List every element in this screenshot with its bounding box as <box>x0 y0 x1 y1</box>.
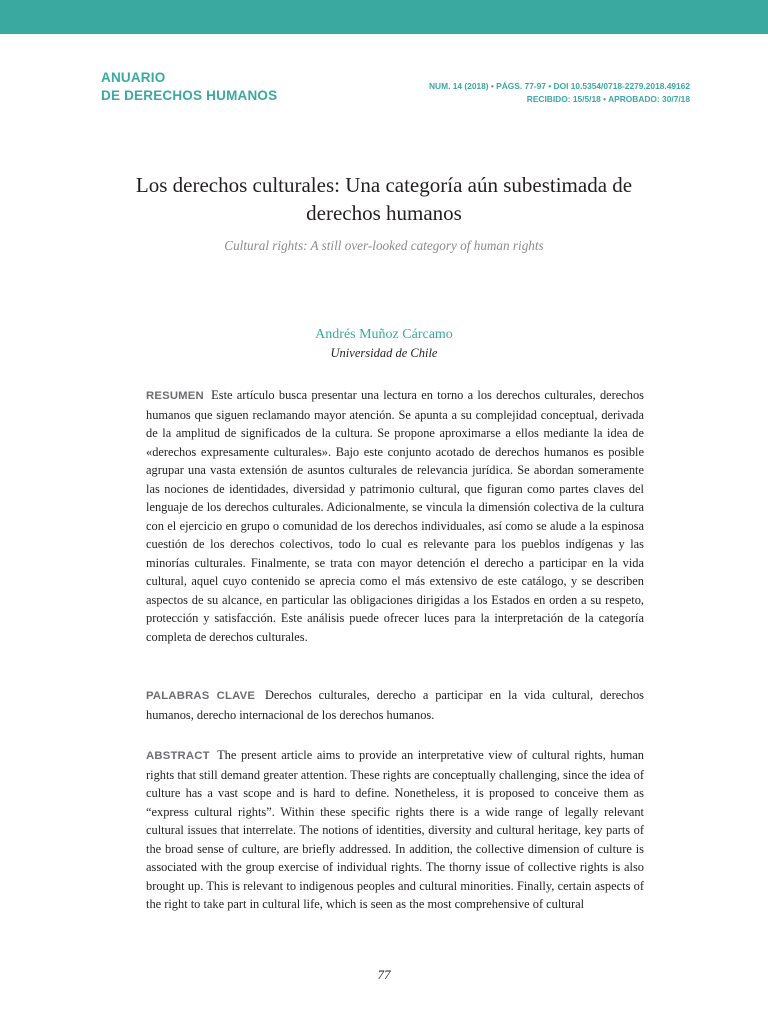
resumen-paragraph <box>146 386 644 646</box>
keywords-paragraph <box>146 686 644 724</box>
abstract-label: ABSTRACT <box>146 750 210 762</box>
journal-name-line2: DE DERECHOS HUMANOS <box>101 88 278 103</box>
abstract-text: The present article aims to provide an interpretative view of cultural rights, human rights that still demand greater attention. These rights are conceptually challenging, since the idea of culture has a vast scope and is hard to define. Nonetheless, it is proposed to conceive them as “express cultural rights”. Within these specific rights there is a wide range of legally relevant cultural issues that interrelate. The notions of identities, diversity and cultural heritage, key parts of the broad sense of culture, are briefly addressed. In addition, the collective dimension of culture is associated with the group exercise of individual rights. The thorny issue of collective rights is also brought up. This is relevant to indigenous peoples and cultural minorities. Finally, certain aspects of the right to take part in cultural life, which is seen as the most comprehensive of cultural <box>146 748 644 911</box>
resumen-label: RESUMEN <box>146 390 204 402</box>
publication-info <box>429 80 690 106</box>
article-title: Los derechos culturales: Una categoría aún subestimada de derechos humanos <box>135 173 633 225</box>
journal-name <box>101 69 277 105</box>
page-number: 77 <box>377 967 391 982</box>
resumen-text: Este artículo busca presentar una lectura en torno a los derechos culturales, derechos humanos que siguen reclamando mayor atención. Se apunta a su complejidad conceptual, derivada de la amplitud de significados de la cultura. Se propone aproximarse a ellos mediante la idea de «derechos expresamente culturales». Bajo este conjunto acotado de derechos humanos es posible agrupar una vasta extensión de asuntos culturales de relevancia jurídica. Se abordan someramente las nociones de identidades, diversidad y patrimonio cultural, que figuran como partes claves del lenguaje de los derechos culturales. Adicionalmente, se vincula la dimensión colectiva de la cultura con el ejercicio en grupo o comunidad de los derechos individuales, así como se alude a la espinosa cuestión de los derechos colectivos, todo lo cual es relevante para los pueblos indígenas y las minorías culturales. Finalmente, se trata con mayor detención el derecho a participar en la vida cultural, aquel cuyo contenido se aprecia como el más extensivo de este catálogo, y se describen aspectos de su alcance, en particular las obligaciones dirigidas a los Estados en orden a su respeto, protección y satisfacción. Este análisis puede ofrecer luces para la interpretación de la categoría completa de derechos culturales. <box>146 388 644 644</box>
keywords-label: PALABRAS CLAVE <box>146 690 256 702</box>
keywords-text: Derechos culturales, derecho a participar en la vida cultural, derechos humanos, derecho internacional de los derechos humanos. <box>146 688 644 722</box>
publication-dates: RECIBIDO: 15/5/18 • APROBADO: 30/7/18 <box>526 94 690 104</box>
article-subtitle-english: Cultural rights: A still over-looked category of human rights <box>224 238 544 253</box>
journal-name-line1: ANUARIO <box>101 70 166 85</box>
author-affiliation: Universidad de Chile <box>330 346 438 360</box>
publication-issue-info: NUM. 14 (2018) • PÁGS. 77-97 • DOI 10.5354/0718-2279.2018.49162 <box>429 81 690 91</box>
abstract-paragraph <box>146 746 644 914</box>
top-color-bar <box>0 0 768 34</box>
author-name: Andrés Muñoz Cárcamo <box>315 327 453 342</box>
